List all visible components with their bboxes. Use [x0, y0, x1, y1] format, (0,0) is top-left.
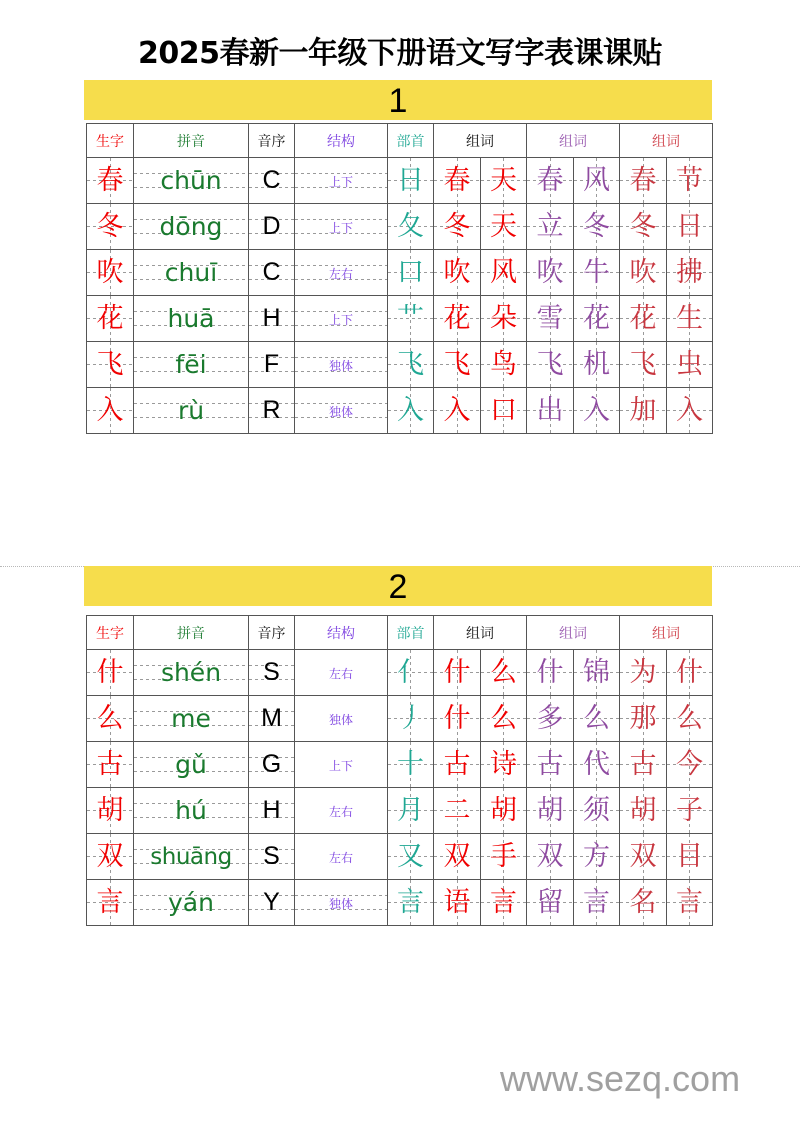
word-char: 春: [443, 165, 471, 196]
word-char: 那: [629, 703, 657, 734]
word-char: 古: [536, 749, 564, 780]
structure-cell: 左右: [328, 851, 353, 865]
word-char: 方: [583, 841, 610, 872]
section-band-1: 1: [84, 80, 712, 120]
word-char: 拂: [676, 257, 703, 288]
char-cell: 双: [96, 841, 124, 872]
word-char: 双: [443, 841, 471, 872]
character-table-1: [86, 123, 713, 434]
word-char: 言: [583, 887, 610, 918]
pinyin-cell: yán: [168, 887, 214, 917]
initial-cell: Y: [263, 888, 280, 916]
section-band-2: 2: [84, 566, 712, 606]
word-char: 立: [536, 211, 564, 242]
table-row: [87, 204, 713, 250]
word-char: 么: [676, 703, 703, 734]
word-char: 入: [443, 395, 471, 426]
pinyin-cell: me: [171, 703, 211, 733]
word-char: 朵: [490, 303, 517, 334]
word-char: 什: [443, 703, 471, 734]
word-char: 什: [443, 657, 471, 688]
header-words-3: 组词: [620, 124, 713, 158]
word-char: 生: [676, 303, 703, 334]
header-words-1: 组词: [434, 616, 527, 650]
word-char: 鸟: [490, 349, 517, 380]
header-words-3: 组词: [620, 616, 713, 650]
initial-cell: H: [262, 304, 281, 332]
initial-cell: G: [261, 750, 282, 778]
word-char: 飞: [629, 349, 657, 380]
table-row: [87, 742, 713, 788]
initial-cell: R: [262, 396, 281, 424]
word-char: 冬: [443, 211, 471, 242]
header-structure: 结构: [295, 124, 388, 158]
word-char: 手: [490, 841, 517, 872]
pinyin-cell: fēi: [175, 349, 207, 379]
word-char: 多: [536, 703, 564, 734]
character-table-2: [86, 615, 713, 926]
word-char: 花: [629, 303, 657, 334]
structure-cell: 左右: [328, 267, 353, 281]
word-char: 名: [629, 887, 657, 918]
word-char: 须: [583, 795, 610, 826]
word-char: 吹: [443, 257, 471, 288]
structure-cell: 上下: [328, 313, 353, 327]
page-title: 2025春新一年级下册语文写字表课课贴: [138, 36, 662, 71]
watermark: www.sezq.com: [500, 1058, 741, 1099]
pinyin-cell: hú: [175, 795, 207, 825]
initial-cell: S: [263, 658, 280, 686]
header-words-2: 组词: [527, 124, 620, 158]
word-char: 么: [490, 657, 517, 688]
word-char: 吹: [629, 257, 657, 288]
table-row: [87, 880, 713, 926]
word-char: 口: [490, 395, 517, 426]
radical-cell: 十: [397, 749, 424, 780]
header-pinyin: 拼音: [134, 616, 249, 650]
word-char: 春: [536, 165, 564, 196]
word-char: 双: [536, 841, 564, 872]
table-row: [87, 650, 713, 696]
word-char: 为: [629, 657, 657, 688]
pinyin-cell: chuī: [164, 257, 218, 287]
char-cell: 胡: [96, 795, 124, 826]
word-char: 飞: [536, 349, 564, 380]
word-char: 春: [629, 165, 657, 196]
radical-cell: 艹: [397, 303, 424, 334]
word-char: 胡: [536, 795, 564, 826]
radical-cell: 夂: [397, 211, 424, 242]
structure-cell: 独体: [328, 405, 353, 419]
structure-cell: 上下: [328, 759, 353, 773]
word-char: 么: [583, 703, 610, 734]
header-structure: 结构: [295, 616, 388, 650]
word-char: 天: [490, 165, 517, 196]
word-char: 胡: [629, 795, 657, 826]
initial-cell: C: [262, 166, 281, 194]
header-radical: 部首: [388, 616, 434, 650]
word-char: 虫: [676, 349, 703, 380]
word-char: 今: [676, 749, 703, 780]
word-char: 吹: [536, 257, 564, 288]
char-cell: 冬: [96, 211, 124, 242]
header-words-2: 组词: [527, 616, 620, 650]
structure-cell: 独体: [328, 897, 353, 911]
structure-cell: 左右: [328, 805, 353, 819]
initial-cell: D: [262, 212, 281, 240]
structure-cell: 独体: [328, 359, 353, 373]
char-cell: 春: [96, 165, 124, 196]
word-char: 双: [629, 841, 657, 872]
header-char: 生字: [87, 616, 134, 650]
initial-cell: H: [262, 796, 281, 824]
pinyin-cell: shuāng: [150, 843, 232, 870]
word-char: 二: [443, 795, 471, 826]
word-char: 雪: [536, 303, 564, 334]
word-char: 入: [583, 395, 610, 426]
char-cell: 花: [96, 303, 124, 334]
radical-cell: 亻: [397, 657, 424, 688]
header-initial: 音序: [249, 616, 295, 650]
initial-cell: F: [263, 350, 280, 378]
radical-cell: 日: [397, 165, 424, 196]
radical-cell: 丿: [397, 703, 424, 734]
word-char: 目: [676, 841, 703, 872]
word-char: 冬: [629, 211, 657, 242]
char-cell: 言: [96, 887, 124, 918]
radical-cell: 又: [397, 841, 424, 872]
word-char: 飞: [443, 349, 471, 380]
char-cell: 入: [96, 395, 124, 426]
word-char: 胡: [490, 795, 517, 826]
radical-cell: 月: [397, 795, 424, 826]
word-char: 日: [676, 211, 703, 242]
initial-cell: S: [263, 842, 280, 870]
structure-cell: 上下: [328, 221, 353, 235]
header-initial: 音序: [249, 124, 295, 158]
word-char: 代: [583, 749, 610, 780]
word-char: 么: [490, 703, 517, 734]
word-char: 锦: [583, 657, 610, 688]
word-char: 牛: [583, 257, 610, 288]
word-char: 出: [536, 395, 564, 426]
word-char: 古: [629, 749, 657, 780]
pinyin-cell: rù: [177, 395, 205, 425]
table-row: [87, 342, 713, 388]
table-row: [87, 834, 713, 880]
word-char: 诗: [490, 749, 517, 780]
word-char: 节: [676, 165, 703, 196]
word-char: 风: [490, 257, 517, 288]
radical-cell: 口: [397, 257, 424, 288]
structure-cell: 上下: [328, 175, 353, 189]
word-char: 入: [676, 395, 703, 426]
pinyin-cell: dōng: [159, 211, 223, 241]
word-char: 言: [490, 887, 517, 918]
header-radical: 部首: [388, 124, 434, 158]
structure-cell: 左右: [328, 667, 353, 681]
table-row: [87, 296, 713, 342]
word-char: 天: [490, 211, 517, 242]
word-char: 花: [583, 303, 610, 334]
table-row: [87, 158, 713, 204]
pinyin-cell: shén: [160, 657, 222, 687]
initial-cell: M: [261, 704, 282, 732]
radical-cell: 飞: [397, 349, 424, 380]
structure-cell: 独体: [328, 713, 353, 727]
initial-cell: C: [262, 258, 281, 286]
word-char: 冬: [583, 211, 610, 242]
table-header-row: [87, 616, 713, 650]
table-row: [87, 388, 713, 434]
char-cell: 飞: [96, 349, 124, 380]
pinyin-cell: chūn: [160, 165, 222, 195]
char-cell: 古: [96, 749, 124, 780]
header-char: 生字: [87, 124, 134, 158]
word-char: 子: [676, 795, 703, 826]
word-char: 语: [443, 887, 471, 918]
header-words-1: 组词: [434, 124, 527, 158]
word-char: 加: [629, 395, 657, 426]
radical-cell: 入: [397, 395, 424, 426]
word-char: 什: [536, 657, 564, 688]
char-cell: 吹: [96, 257, 124, 288]
char-cell: 什: [96, 657, 124, 688]
word-char: 什: [676, 657, 703, 688]
table-header-row: [87, 124, 713, 158]
char-cell: 么: [96, 703, 124, 734]
pinyin-cell: gǔ: [175, 749, 207, 779]
header-pinyin: 拼音: [134, 124, 249, 158]
pinyin-cell: huā: [167, 303, 215, 333]
word-char: 机: [583, 349, 610, 380]
table-row: [87, 696, 713, 742]
word-char: 古: [443, 749, 471, 780]
word-char: 花: [443, 303, 471, 334]
word-char: 留: [536, 887, 564, 918]
word-char: 风: [583, 165, 610, 196]
table-row: [87, 250, 713, 296]
radical-cell: 言: [397, 887, 424, 918]
table-row: [87, 788, 713, 834]
word-char: 言: [676, 887, 703, 918]
